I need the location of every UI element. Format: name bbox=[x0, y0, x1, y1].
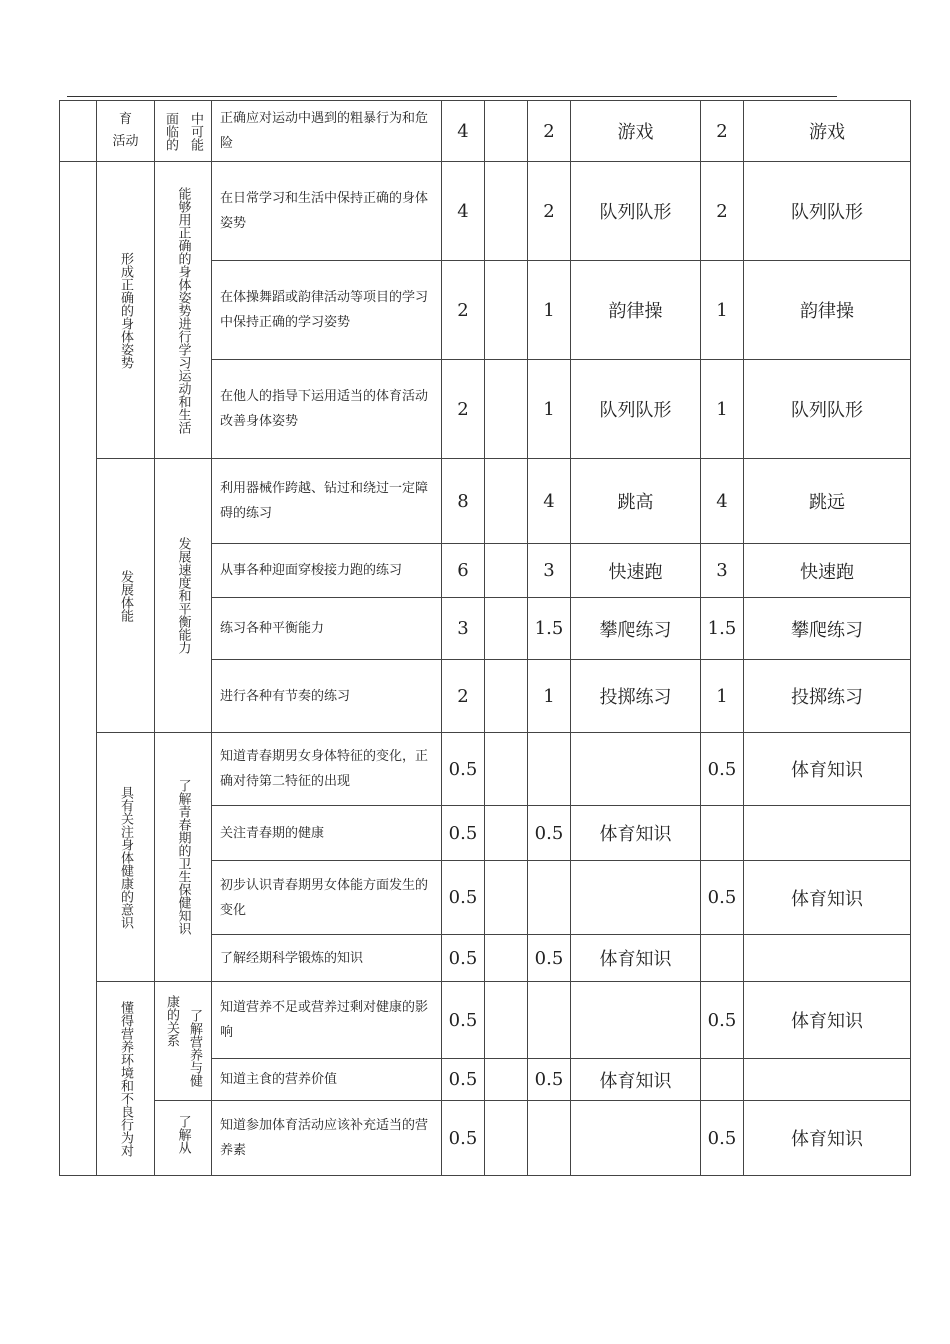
value-cell: 2 bbox=[442, 261, 485, 360]
description-cell: 了解经期科学锻炼的知识 bbox=[212, 935, 442, 982]
activity-cell: 游戏 bbox=[744, 101, 911, 162]
table-row bbox=[60, 982, 911, 1059]
value-cell: 4 bbox=[528, 459, 571, 544]
header-rule bbox=[67, 96, 837, 97]
value-cell: 1.5 bbox=[528, 598, 571, 660]
curriculum-table bbox=[59, 100, 911, 1176]
value-cell: 1 bbox=[528, 261, 571, 360]
value-cell: 2 bbox=[528, 101, 571, 162]
empty-cell bbox=[485, 982, 528, 1059]
value-cell: 1 bbox=[528, 360, 571, 459]
value-cell bbox=[528, 982, 571, 1059]
category-cell: 具有关注身体健康的意识 bbox=[97, 733, 155, 982]
activity-cell: 队列队形 bbox=[571, 162, 701, 261]
value-cell: 0.5 bbox=[442, 982, 485, 1059]
empty-cell bbox=[485, 544, 528, 598]
description-cell: 知道青春期男女身体特征的变化，正确对待第二特征的出现 bbox=[212, 733, 442, 806]
activity-cell: 韵律操 bbox=[744, 261, 911, 360]
category-cell: 发展体能 bbox=[97, 459, 155, 733]
activity-cell: 体育知识 bbox=[571, 1059, 701, 1101]
activity-cell: 快速跑 bbox=[571, 544, 701, 598]
table-row bbox=[60, 162, 911, 261]
description-cell: 利用器械作跨越、钻过和绕过一定障碍的练习 bbox=[212, 459, 442, 544]
value-cell: 4 bbox=[701, 459, 744, 544]
table-row bbox=[60, 101, 911, 162]
subcategory-text: 康的关系 bbox=[164, 995, 179, 1047]
activity-cell: 体育知识 bbox=[571, 806, 701, 861]
value-cell: 0.5 bbox=[442, 1101, 485, 1176]
activity-cell: 队列队形 bbox=[571, 360, 701, 459]
subcategory-cell bbox=[155, 101, 212, 162]
activity-cell: 攀爬练习 bbox=[571, 598, 701, 660]
description-cell: 从事各种迎面穿梭接力跑的练习 bbox=[212, 544, 442, 598]
description-cell: 在他人的指导下运用适当的体育活动改善身体姿势 bbox=[212, 360, 442, 459]
value-cell: 2 bbox=[442, 360, 485, 459]
empty-cell bbox=[485, 261, 528, 360]
activity-cell: 体育知识 bbox=[744, 861, 911, 935]
activity-cell bbox=[744, 1059, 911, 1101]
description-cell: 初步认识青春期男女体能方面发生的变化 bbox=[212, 861, 442, 935]
description-cell: 知道营养不足或营养过剩对健康的影响 bbox=[212, 982, 442, 1059]
value-cell: 0.5 bbox=[701, 1101, 744, 1176]
value-cell: 2 bbox=[701, 101, 744, 162]
activity-cell: 体育知识 bbox=[744, 1101, 911, 1176]
empty-cell bbox=[485, 162, 528, 261]
value-cell: 8 bbox=[442, 459, 485, 544]
empty-cell bbox=[485, 360, 528, 459]
value-cell bbox=[528, 733, 571, 806]
value-cell: 3 bbox=[442, 598, 485, 660]
activity-cell: 投掷练习 bbox=[571, 660, 701, 733]
empty-cell bbox=[485, 660, 528, 733]
activity-cell bbox=[571, 1101, 701, 1176]
value-cell bbox=[701, 935, 744, 982]
value-cell: 0.5 bbox=[442, 861, 485, 935]
value-cell: 0.5 bbox=[442, 806, 485, 861]
empty-cell bbox=[485, 935, 528, 982]
value-cell: 0.5 bbox=[701, 861, 744, 935]
activity-cell: 队列队形 bbox=[744, 360, 911, 459]
value-cell: 0.5 bbox=[701, 733, 744, 806]
value-cell: 1 bbox=[701, 360, 744, 459]
activity-cell: 体育知识 bbox=[744, 733, 911, 806]
value-cell: 2 bbox=[528, 162, 571, 261]
description-cell: 关注青春期的健康 bbox=[212, 806, 442, 861]
blank-cell bbox=[60, 162, 97, 1176]
value-cell: 0.5 bbox=[528, 806, 571, 861]
value-cell bbox=[528, 1101, 571, 1176]
value-cell: 0.5 bbox=[528, 1059, 571, 1101]
value-cell bbox=[528, 861, 571, 935]
table-row bbox=[60, 459, 911, 544]
description-cell: 正确应对运动中遇到的粗暴行为和危险 bbox=[212, 101, 442, 162]
empty-cell bbox=[485, 459, 528, 544]
activity-cell bbox=[571, 733, 701, 806]
description-cell: 知道参加体育活动应该补充适当的营养素 bbox=[212, 1101, 442, 1176]
value-cell: 1 bbox=[701, 660, 744, 733]
value-cell: 3 bbox=[528, 544, 571, 598]
value-cell: 0.5 bbox=[701, 982, 744, 1059]
value-cell: 1 bbox=[701, 261, 744, 360]
category-cell: 懂得营养环境和不良行为对 bbox=[97, 982, 155, 1176]
value-cell: 0.5 bbox=[528, 935, 571, 982]
activity-cell: 跳远 bbox=[744, 459, 911, 544]
empty-cell bbox=[485, 806, 528, 861]
subcategory-text: 中可能 bbox=[188, 111, 203, 151]
activity-cell bbox=[571, 861, 701, 935]
value-cell: 0.5 bbox=[442, 935, 485, 982]
activity-cell: 游戏 bbox=[571, 101, 701, 162]
activity-cell: 投掷练习 bbox=[744, 660, 911, 733]
subcategory-text: 了解营养与健 bbox=[187, 1009, 202, 1087]
empty-cell bbox=[485, 598, 528, 660]
value-cell bbox=[701, 806, 744, 861]
category-cell: 形成正确的身体姿势 bbox=[97, 162, 155, 459]
value-cell: 0.5 bbox=[442, 733, 485, 806]
value-cell: 3 bbox=[701, 544, 744, 598]
empty-cell bbox=[485, 733, 528, 806]
description-cell: 进行各种有节奏的练习 bbox=[212, 660, 442, 733]
subcategory-cell: 了解青春期的卫生保健知识 bbox=[155, 733, 212, 982]
empty-cell bbox=[485, 1101, 528, 1176]
activity-cell: 攀爬练习 bbox=[744, 598, 911, 660]
activity-cell: 韵律操 bbox=[571, 261, 701, 360]
activity-cell: 体育知识 bbox=[571, 935, 701, 982]
blank-cell bbox=[60, 101, 97, 162]
activity-cell: 跳高 bbox=[571, 459, 701, 544]
value-cell: 2 bbox=[442, 660, 485, 733]
value-cell: 4 bbox=[442, 162, 485, 261]
description-cell: 在日常学习和生活中保持正确的身体姿势 bbox=[212, 162, 442, 261]
empty-cell bbox=[485, 101, 528, 162]
table-row bbox=[60, 1101, 911, 1176]
subcategory-cell: 了解从 bbox=[155, 1101, 212, 1176]
empty-cell bbox=[485, 1059, 528, 1101]
subcategory-cell: 发展速度和平衡能力 bbox=[155, 459, 212, 733]
table-row bbox=[60, 733, 911, 806]
value-cell: 1.5 bbox=[701, 598, 744, 660]
activity-cell: 队列队形 bbox=[744, 162, 911, 261]
activity-cell: 体育知识 bbox=[744, 982, 911, 1059]
value-cell: 2 bbox=[701, 162, 744, 261]
subcategory-cell: 能够用正确的身体姿势进行学习运动和生活 bbox=[155, 162, 212, 459]
category-cell: 育 活动 bbox=[97, 101, 155, 162]
value-cell: 0.5 bbox=[442, 1059, 485, 1101]
value-cell: 4 bbox=[442, 101, 485, 162]
activity-cell bbox=[571, 982, 701, 1059]
value-cell bbox=[701, 1059, 744, 1101]
activity-cell: 快速跑 bbox=[744, 544, 911, 598]
subcategory-cell bbox=[155, 982, 212, 1101]
subcategory-text: 面临的 bbox=[163, 111, 178, 151]
empty-cell bbox=[485, 861, 528, 935]
description-cell: 知道主食的营养价值 bbox=[212, 1059, 442, 1101]
value-cell: 1 bbox=[528, 660, 571, 733]
activity-cell bbox=[744, 806, 911, 861]
description-cell: 练习各种平衡能力 bbox=[212, 598, 442, 660]
activity-cell bbox=[744, 935, 911, 982]
value-cell: 6 bbox=[442, 544, 485, 598]
description-cell: 在体操舞蹈或韵律活动等项目的学习中保持正确的学习姿势 bbox=[212, 261, 442, 360]
